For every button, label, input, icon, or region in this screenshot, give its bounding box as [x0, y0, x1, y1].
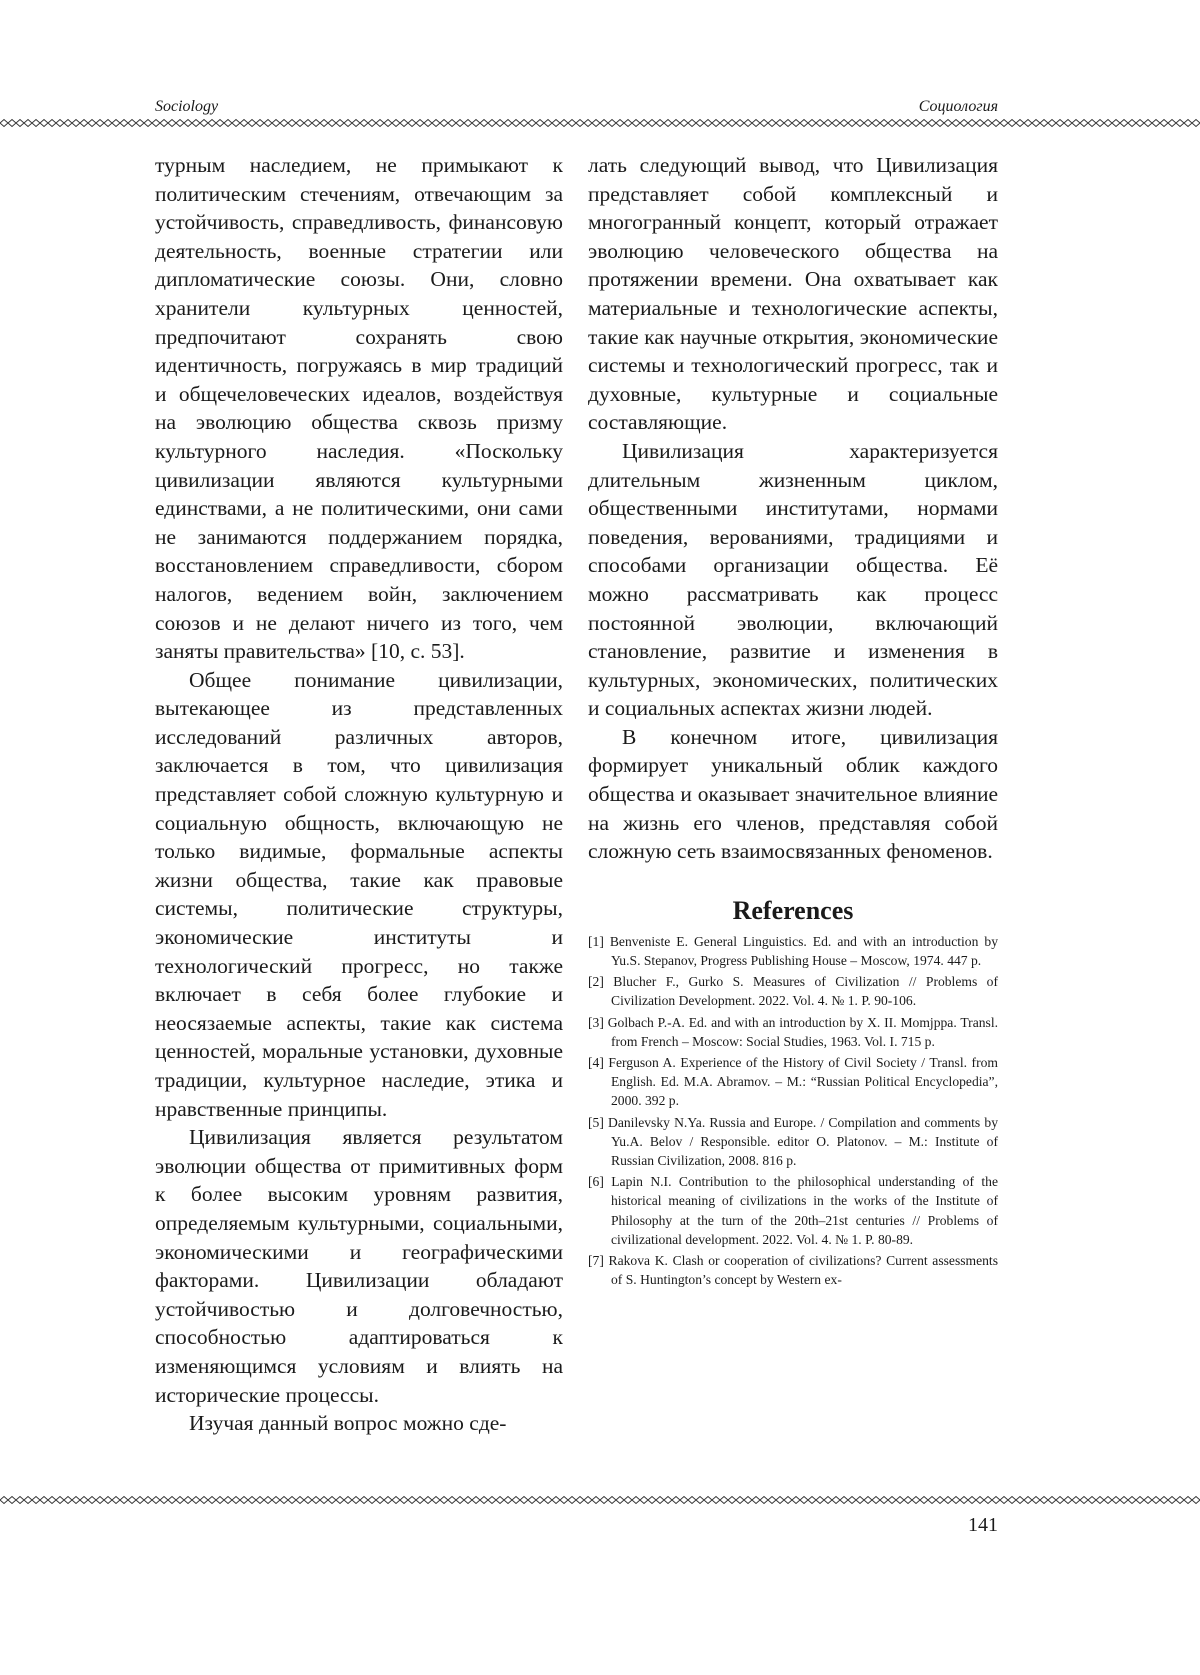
right-body-text [588, 151, 998, 866]
reference-item: [2] Blucher F., Gurko S. Measures of Civilization // Problems of Civilization Development. 2022. Vol. 4. № 1. P. 90-106. [588, 974, 998, 1009]
reference-item: [3] Golbach P.-A. Ed. and with an introduction by X. II. Momjppa. Transl. from French – Moscow: Social Studies, 1963. Vol. I. 715 p. [588, 1014, 998, 1049]
journal-section-en: Sociology [155, 98, 219, 115]
reference-item: [1] Benveniste E. General Linguistics. Ed. and with an introduction by Yu.S. Stepanov, Progress Publishing House – Moscow, 1974. 447 p. [588, 933, 998, 969]
running-head [155, 96, 998, 120]
references-list [588, 932, 998, 1290]
paragraph-continued: лать следующий вывод, что Цивилизация представляет собой комплексный и многогранный концепт, который отражает эволюцию человеческого общества на протяжении времени. Она охватывает как материальные и технологические аспекты, такие как научные открытия, экономические системы и технологический прогресс, так и духовные, культурные и социальные составляющие. [588, 153, 998, 435]
reference-item: [6] Lapin N.I. Contribution to the philosophical understanding of the historical meaning of civilizations in the works of the Institute of Philosophy at the turn of the 20th–21st centuries // Problems of civilizational development. 2022. Vol. 4. № 1. P. 80-89. [588, 1174, 998, 1247]
journal-section-ru: Социология [918, 98, 998, 115]
paragraph: Цивилизация характеризуется длительным жизненным циклом, общественными институтами, нормами поведения, верованиями, традициями и способами организации общества. Её можно рассматривать как процесс постоянной эволюции, включающий становление, развитие и изменения в культурных, экономических, политических и социальных аспектах жизни людей. [588, 438, 998, 721]
paragraph: В конечном итоге, цивилизация формирует уникальный облик каждого общества и оказывает значительное влияние на жизнь его членов, представляя собой сложную сеть взаимосвязанных феноменов. [588, 724, 998, 864]
bottom-ornament-divider [0, 1495, 1200, 1505]
paragraph: Цивилизация является результатом эволюции общества от примитивных форм к более высоким уровням развития, определяемым культурными, социальными, экономическими и географическими факторами. Цивилизации обладают устойчивостью и долговечностью, способностью адаптироваться к изменяющимся условиям и влиять на исторические процессы. [155, 1125, 563, 1407]
left-text-column [155, 151, 563, 1438]
paragraph: Изучая данный вопрос можно сде- [189, 1411, 507, 1436]
reference-item: [5] Danilevsky N.Ya. Russia and Europe. / Compilation and comments by Yu.A. Belov / Responsible. editor O. Platonov. – M.: Institute of Russian Civilization, 2008. 816 p. [588, 1114, 998, 1169]
page-number: 141 [968, 1514, 998, 1536]
paragraph-continued: турным наследием, не примыкают к политическим стечениям, отвечающим за устойчивость, справедливость, финансовую деятельность, военные стратегии или дипломатические союзы. Они, словно хранители культурных ценностей, предпочитают сохранять свою идентичность, погружаясь в мир традиций и общечеловеческих идеалов, воздействуя на эволюцию общества сквозь призму культурного наследия. «Поскольку цивилизации являются культурными единствами, а не политическими, они сами не занимаются поддержанием порядка, восстановлением справедливости, сбором налогов, ведением войн, заключением союзов и не делают ничего из того, чем заняты правительства» [10, с. 53]. [155, 153, 563, 664]
references-heading: References [732, 895, 854, 925]
reference-item: [7] Rakova K. Clash or cooperation of civilizations? Current assessments of S. Huntington’s concept by Western ex- [588, 1253, 998, 1288]
paragraph: Общее понимание цивилизации, вытекающее из представленных исследований различных авторов, заключается в том, что цивилизация представляет собой сложную культурную и социальную общность, включающую не только видимые, формальные аспекты жизни общества, такие как правовые системы, политические структуры, экономические институты и технологический прогресс, но также включает в себя более глубокие и неосязаемые аспекты, такие как система ценностей, моральные установки, духовные традиции, культурное наследие, этика и нравственные принципы. [155, 667, 563, 1121]
reference-item: [4] Ferguson A. Experience of the History of Civil Society / Transl. from English. Ed. M.A. Abramov. – M.: “Russian Political Encyclopedia”, 2000. 392 p. [588, 1055, 998, 1109]
right-text-column [588, 151, 998, 1292]
top-ornament-divider [0, 118, 1200, 128]
